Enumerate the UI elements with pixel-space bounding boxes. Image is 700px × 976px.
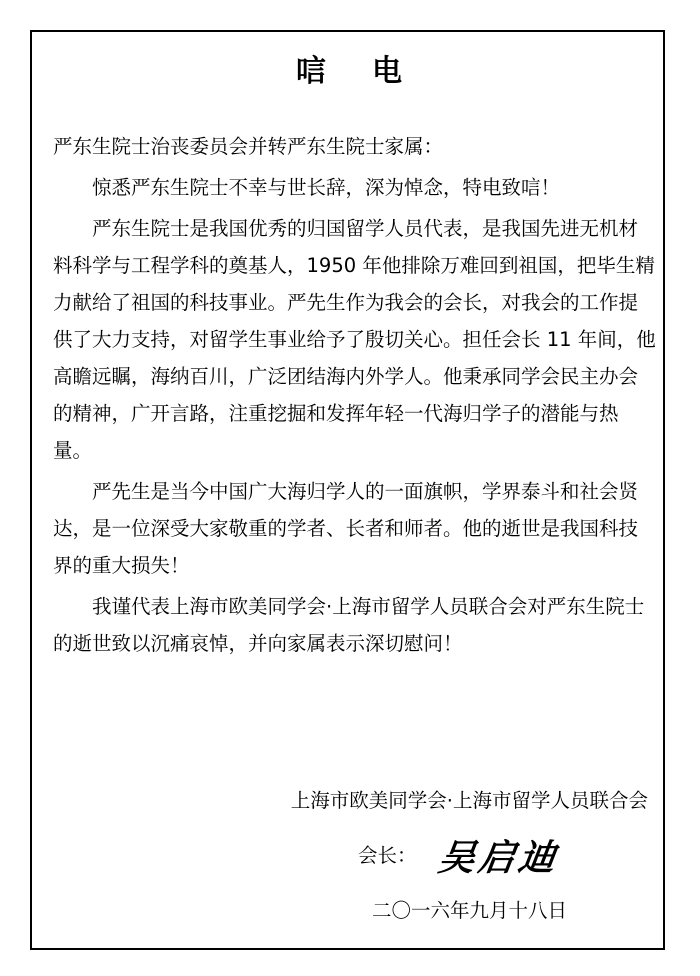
letter-body: [53, 128, 657, 662]
paragraph-closing: 我谨代表上海市欧美同学会·上海市留学人员联合会对严东生院士的逝世致以沉痛哀悼，并向家属表示深切慰问！: [53, 595, 645, 655]
paragraph-tribute: 严先生是当今中国广大海归学人的一面旗帜，学界泰斗和社会贤达，是一位深受大家敬重的学者、长者和师者。他的逝世是我国科技界的重大损失！: [53, 480, 639, 577]
paragraph-biography: 严东生院士是我国优秀的归国留学人员代表，是我国先进无机材料科学与工程学科的奠基人，1950 年他排除万难回到祖国，把毕生精力献给了祖国的科技事业。严先生作为我会的会长，对我会的工作提供了大力支持，对留学生事业给予了殷切关心。担任会长 11 年间，他高瞻远瞩，海纳百川，广泛团结海内外学人。他秉承同学会民主办会的精神，广开言路，注重挖掘和发挥年轻一代海归学子的潜能与热量。: [53, 217, 656, 462]
signature-date: 二〇一六年九月十八日: [372, 899, 568, 922]
document-title: [0, 52, 700, 92]
signature-row: [358, 830, 562, 880]
salutation: 严东生院士治丧委员会并转严东生院士家属：: [53, 135, 444, 158]
signature-organization: 上海市欧美同学会·上海市留学人员联合会: [290, 789, 648, 812]
title-char-1: 唁: [296, 54, 328, 89]
title-char-2: 电: [372, 54, 404, 89]
signature-role-label: 会长：: [358, 843, 417, 867]
signature-handwritten-name: 吴启迪: [435, 837, 562, 879]
paragraph-condolence: 惊悉严东生院士不幸与世长辞，深为悼念，特电致唁！: [92, 176, 561, 199]
